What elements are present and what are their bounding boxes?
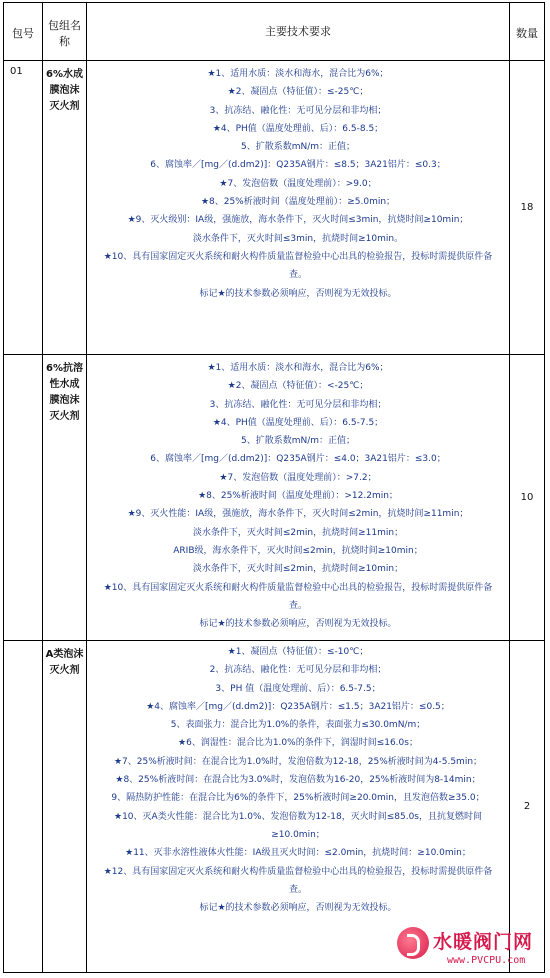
table-row bbox=[4, 641, 545, 973]
requirement-line: ★10、灭A类火性能：混合比为1.0%、发泡倍数为12-18，灭火时间≤85.0s，且抗复燃时间≥10.0min； bbox=[114, 811, 482, 840]
requirement-line: ★7、25%析液时间：在混合比为1.0%时，发泡倍数为12-18，25%析液时间为4-5.5min； bbox=[113, 756, 483, 767]
requirement-line: 淡水条件下，灭火时间≤3min，抗烧时间≥10min。 bbox=[192, 233, 404, 244]
requirement-line: ★8、25%析液时间（温度处理前）：≥5.0min； bbox=[200, 197, 396, 208]
requirement-line: 6、腐蚀率／[mg／(d.dm2)]：Q235A钢片：≤8.5；3A21铝片：≤0.3； bbox=[150, 160, 446, 171]
requirement-line: 淡水条件下，灭火时间≤2min，抗烧时间≥11min； bbox=[192, 527, 404, 538]
spec-table bbox=[3, 2, 545, 973]
requirements-cell bbox=[87, 355, 510, 641]
requirement-line: ★7、发泡倍数（温度处理前）：>9.0； bbox=[219, 178, 377, 189]
requirement-line: ★11、灭非水溶性液体火性能：IA级且灭火时间：≤2.0min，抗烧时间：≥10.0min； bbox=[125, 848, 471, 859]
quantity-cell: 18 bbox=[510, 61, 545, 355]
requirement-line: 淡水条件下，灭火时间≤2min，抗烧时间≥10min； bbox=[192, 564, 404, 575]
group-name-cell: 6%水成膜泡沫灭火剂 bbox=[43, 61, 87, 355]
watermark-logo bbox=[397, 925, 547, 977]
package-no-cell: 01 bbox=[4, 61, 43, 355]
requirement-line: ★1、适用水质：淡水和海水，混合比为6%； bbox=[207, 363, 389, 373]
requirement-line: ★1、适用水质：淡水和海水，混合比为6%； bbox=[207, 69, 389, 79]
requirement-line: ★9、灭火性能：IA级，强施放，海水条件下，灭火时间≤2min，抗烧时间≥11min； bbox=[127, 509, 469, 520]
requirement-line: ★10、具有国家固定灭火系统和耐火构件质量监督检验中心出具的检验报告，投标时需提供原件备查。 bbox=[103, 251, 493, 281]
package-no-cell bbox=[4, 355, 43, 641]
requirement-line: ★6、润湿性：混合比为1.0%的条件下，润湿时间≤16.0s； bbox=[178, 738, 418, 749]
requirement-line: ★7、发泡倍数（温度处理前）：>7.2； bbox=[219, 472, 377, 483]
requirement-line: ARIB级，海水条件下，灭火时间≤2min，抗烧时间≥10min； bbox=[173, 545, 423, 556]
requirement-line: ★4、PH值（温度处理前、后）：6.5-8.5； bbox=[212, 123, 384, 134]
requirement-line: ★4、PH值（温度处理前、后）：6.5-7.5； bbox=[212, 417, 384, 428]
table-row bbox=[4, 61, 545, 355]
requirement-line: ★8、25%析液时间（温度处理前）：>12.2min； bbox=[198, 491, 398, 502]
requirement-line: 5、扩散系数mN/m：正值； bbox=[240, 436, 356, 447]
requirement-line: 2、抗冻结、融化性：无可见分层和非均相； bbox=[209, 665, 387, 676]
requirement-line: 5、扩散系数mN/m：正值； bbox=[240, 142, 356, 153]
requirement-line: ★2、凝固点（特征值）：<-25℃； bbox=[227, 381, 369, 392]
requirement-line: ★9、灭火级别：IA级，强施放，海水条件下，灭火时间≤3min，抗烧时间≥10min； bbox=[127, 215, 469, 226]
pv-logo-icon bbox=[397, 927, 429, 959]
requirement-line: ★12、具有国家固定灭火系统和耐火构件质量监督检验中心出具的检验报告，投标时需提供原件备查。 bbox=[103, 866, 493, 895]
requirement-line: ★2、凝固点（特征值）：≤-25℃； bbox=[227, 87, 369, 98]
header-requirements: 主要技术要求 bbox=[87, 3, 510, 61]
requirement-line: ★10、具有国家固定灭火系统和耐火构件质量监督检验中心出具的检验报告，投标时需提供原件备查。 bbox=[103, 582, 493, 611]
requirement-line: 5、表面张力：混合比为1.0%的条件，表面张力≤30.0mN/m； bbox=[170, 720, 426, 731]
requirement-line: ★8、25%析液时间：在混合比为3.0%时，发泡倍数为16-20，25%析液时间为8-14min； bbox=[115, 775, 481, 786]
requirement-line: 6、腐蚀率／[mg／(d.dm2)]：Q235A钢片：≤4.0；3A21铝片：≤3.0； bbox=[150, 454, 446, 465]
quantity-cell: 10 bbox=[510, 355, 545, 641]
requirement-line: ★4、腐蚀率／[mg／(d.dm2)]：Q235A钢片：≤1.5；3A21铝片：≤0.5； bbox=[146, 701, 450, 712]
header-package-no: 包号 bbox=[4, 3, 43, 61]
requirement-line: 3、抗冻结、融化性：无可见分层和非均相； bbox=[209, 399, 387, 410]
group-name-cell: 6%抗溶性水成膜泡沫灭火剂 bbox=[43, 355, 87, 641]
header-row bbox=[4, 3, 545, 61]
requirement-line: 3、抗冻结、融化性：无可见分层和非均相； bbox=[209, 105, 387, 116]
requirement-line: 3、PH 值（温度处理前、后）：6.5-7.5； bbox=[215, 683, 381, 694]
table-row bbox=[4, 355, 545, 641]
watermark-title: 水暖阀门网 bbox=[433, 931, 534, 953]
group-name-cell: A类泡沫灭火剂 bbox=[43, 641, 87, 973]
requirement-line: 标记★的技术参数必须响应，否则视为无效投标。 bbox=[199, 619, 397, 630]
package-no-cell bbox=[4, 641, 43, 973]
header-group-name: 包组名称 bbox=[43, 3, 87, 61]
requirement-line: 9、隔热防护性能：在混合比为6%的条件下，25%析液时间≥20.0min，且发泡倍数≥35.0； bbox=[111, 793, 485, 804]
watermark-url: www.PVCPU.com bbox=[447, 955, 526, 966]
quantity-cell: 2 bbox=[510, 641, 545, 973]
requirements-cell bbox=[87, 61, 510, 355]
requirement-line: ★1、凝固点（特征值）：≤-10℃； bbox=[227, 647, 369, 657]
requirement-line: 标记★的技术参数必须响应，否则视为无效投标。 bbox=[199, 903, 397, 914]
requirement-line: 标记★的技术参数必须响应，否则视为无效投标。 bbox=[199, 288, 397, 299]
header-quantity: 数量 bbox=[510, 3, 545, 61]
requirements-cell bbox=[87, 641, 510, 973]
